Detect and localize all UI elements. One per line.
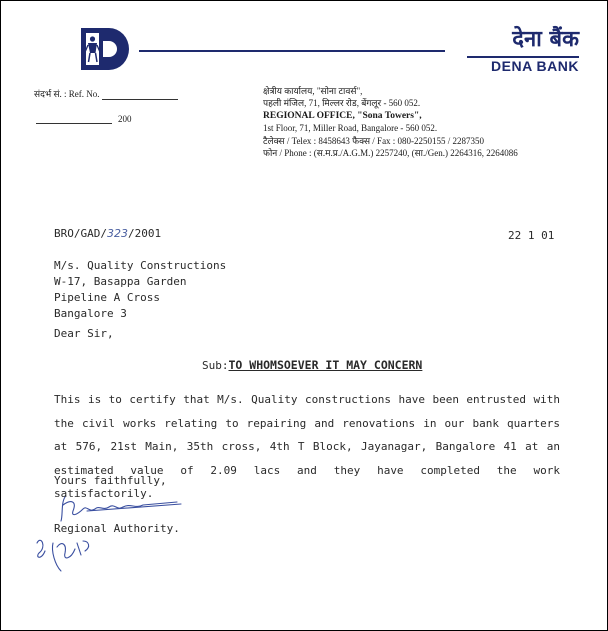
address-line: 1st Floor, 71, Miller Road, Bangalore - 560 052. <box>263 123 438 134</box>
letter-reference-suffix: /2001 <box>127 227 162 240</box>
letterhead-rule <box>139 50 445 52</box>
regional-office-address <box>263 85 518 159</box>
letter-reference-prefix: BRO/GAD/ <box>54 227 107 240</box>
addressee-line: Pipeline A Cross <box>54 291 160 304</box>
dena-bank-logo <box>79 27 131 71</box>
bank-name-hindi: देना बैंक <box>512 27 579 52</box>
addressee-line: W-17, Basappa Garden <box>54 275 187 288</box>
subject-prefix: Sub: <box>202 359 229 372</box>
bank-name: DENA BANK <box>491 58 579 74</box>
letter-body: This is to certify that M/s. Quality constructions have been entrusted with the civil works relating to repairing and renovations in our bank quarters at 576, 21st Main, 35th cross, 4th T Block, Jayanagar, Bangalore 41 at an estimated value of 2.09 lacs and they have completed the work satisfactorily. <box>54 393 560 500</box>
address-line: REGIONAL OFFICE, "Sona Towers", <box>263 110 422 121</box>
addressee-line: Bangalore 3 <box>54 307 127 320</box>
address-line: क्षेत्रीय कार्यालय, "सोना टावर्स", <box>263 86 363 96</box>
closing: Yours faithfully, <box>54 474 167 487</box>
ref-number-field <box>34 87 178 100</box>
subject-line <box>202 358 422 372</box>
subject-text: TO WHOMSOEVER IT MAY CONCERN <box>228 358 423 372</box>
address-line: टैलेक्स / Telex : 8458643 फैक्स / Fax : 080-2250155 / 2287350 <box>263 135 485 146</box>
addressee-line: M/s. Quality Constructions <box>54 259 227 272</box>
letter-reference <box>54 227 161 240</box>
address-line: पहली मंजिल, 71, मिल्लर रोड, बेंगलूर - 560 052. <box>263 98 421 109</box>
date-field <box>36 114 132 124</box>
letter-date: 22 1 01 <box>508 229 555 242</box>
greeting: Dear Sir, <box>54 327 114 340</box>
ref-number-label: संदर्भ सं. : Ref. No. <box>34 89 100 99</box>
address-line: फोन / Phone : (स.म.प्र./A.G.M.) 2257240, (सा./Gen.) 2264316, 2264086 <box>263 148 518 159</box>
signatory-title: Regional Authority. <box>54 522 180 535</box>
letter-reference-number: 323 <box>106 227 128 240</box>
date-suffix: 200 <box>118 114 132 124</box>
addressee-block <box>54 258 226 322</box>
